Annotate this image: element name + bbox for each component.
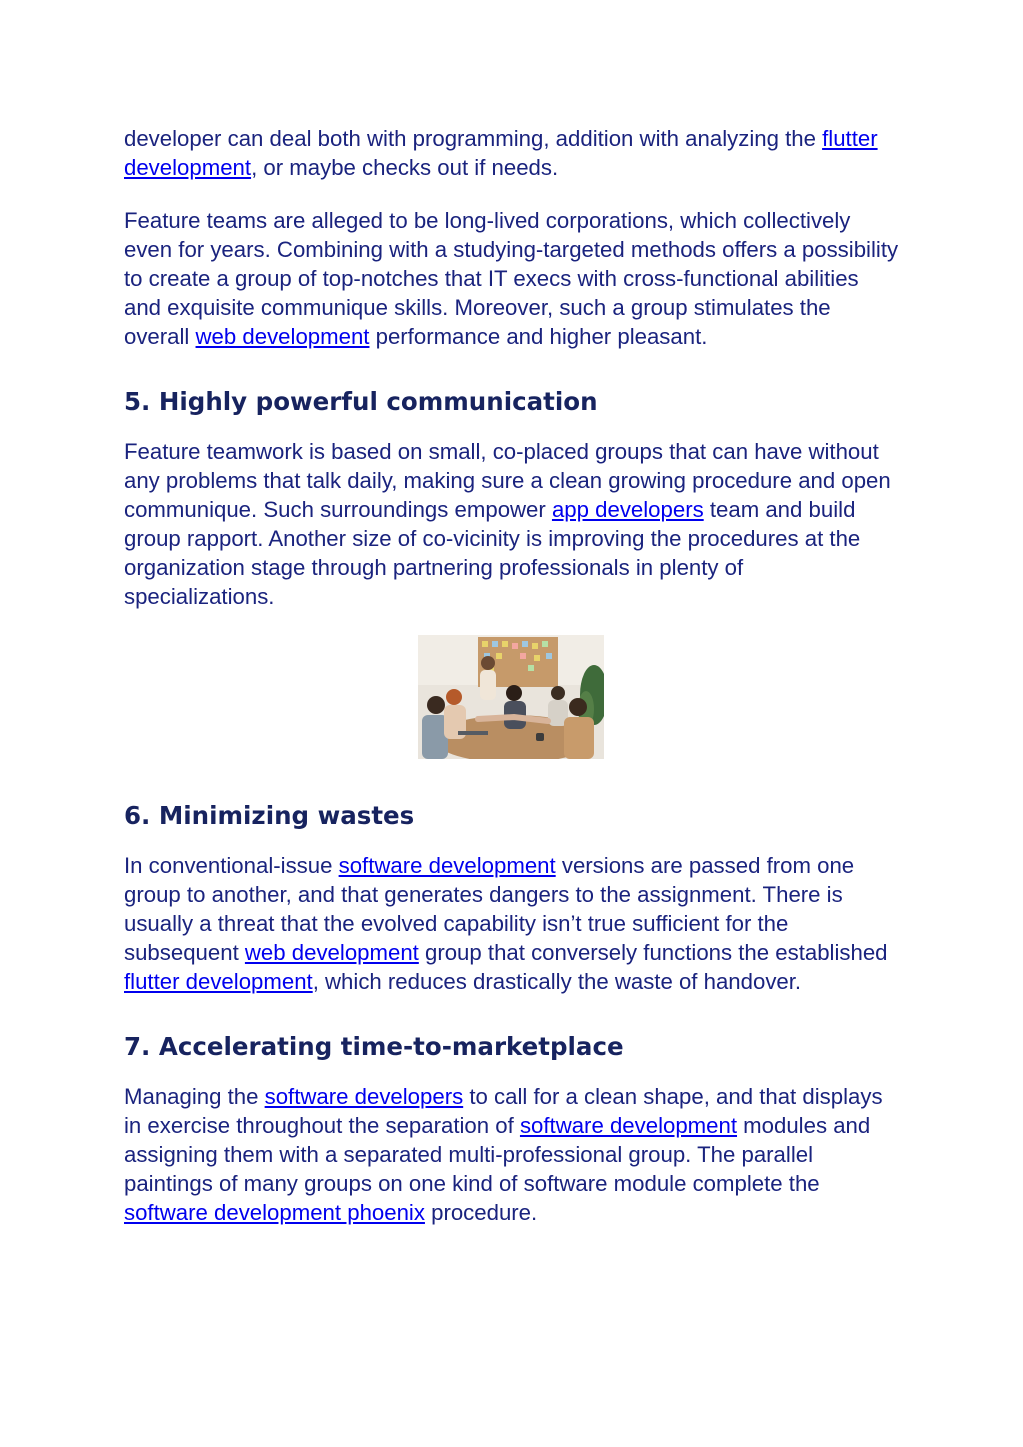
paragraph-text: to call for a clean shape, and that displays in exercise throughout the separation of	[124, 1084, 883, 1138]
paragraph-text: Managing the	[124, 1084, 265, 1109]
link-web-development[interactable]: web development	[195, 324, 370, 349]
paragraph-text: , or maybe checks out if needs.	[251, 155, 559, 180]
link-software-development[interactable]: software development	[519, 1113, 738, 1138]
paragraph-text: In conventional-issue	[124, 853, 339, 878]
link-flutter-development[interactable]: flutter development	[124, 126, 878, 180]
link-software-development[interactable]: software development	[338, 853, 556, 878]
paragraph-wastes	[124, 851, 899, 996]
paragraph-text: procedure.	[424, 1200, 538, 1225]
paragraph-text: Feature teamwork is based on small, co-placed groups that can have without any problems that talk daily, making sure a clean growing procedure and open communique. Such surroundings empower	[124, 439, 891, 522]
paragraph-time-to-market	[124, 1082, 899, 1227]
paragraph-text: Feature teams are alleged to be long-lived corporations, which collectively even for years. Combining with a studying-targeted methods offers a possibility to create a group of top-notches that IT execs with cross-functional abilities and exquisite communique skills. Moreover, such a group stimulates the overall	[124, 208, 899, 349]
document-page	[124, 124, 899, 1251]
paragraph-text: performance and higher pleasant.	[369, 324, 708, 349]
heading-time-to-market: 7. Accelerating time-to-marketplace	[124, 1032, 624, 1061]
paragraph-text: modules and assigning them with a separated multi-professional group. The parallel paintings of many groups on one kind of software module complete the	[124, 1113, 871, 1196]
paragraph-communication	[124, 437, 899, 611]
paragraph-text: team and build group rapport. Another size of co-vicinity is improving the procedures at the organization stage through partnering professionals in plenty of specializations.	[124, 497, 861, 609]
paragraph-feature-teams	[124, 206, 899, 351]
image-container	[124, 635, 899, 759]
heading-minimizing-wastes: 6. Minimizing wastes	[124, 801, 415, 830]
paragraph-text: group that conversely functions the established	[418, 940, 888, 965]
paragraph-text: developer can deal both with programming, addition with analyzing the	[124, 126, 823, 151]
link-flutter-development[interactable]: flutter development	[124, 969, 313, 994]
link-web-development[interactable]: web development	[244, 940, 419, 965]
team-meeting-photo	[418, 635, 604, 759]
paragraph-text: , which reduces drastically the waste of handover.	[312, 969, 802, 994]
paragraph-intro	[124, 124, 899, 182]
heading-communication: 5. Highly powerful communication	[124, 387, 598, 416]
link-software-developers[interactable]: software developers	[264, 1084, 464, 1109]
link-app-developers[interactable]: app developers	[551, 497, 704, 522]
paragraph-text: versions are passed from one group to another, and that generates dangers to the assignment. There is usually a threat that the evolved capability isn’t true sufficient for the subsequent	[124, 853, 855, 965]
link-software-development-phoenix[interactable]: software development phoenix	[124, 1200, 425, 1225]
